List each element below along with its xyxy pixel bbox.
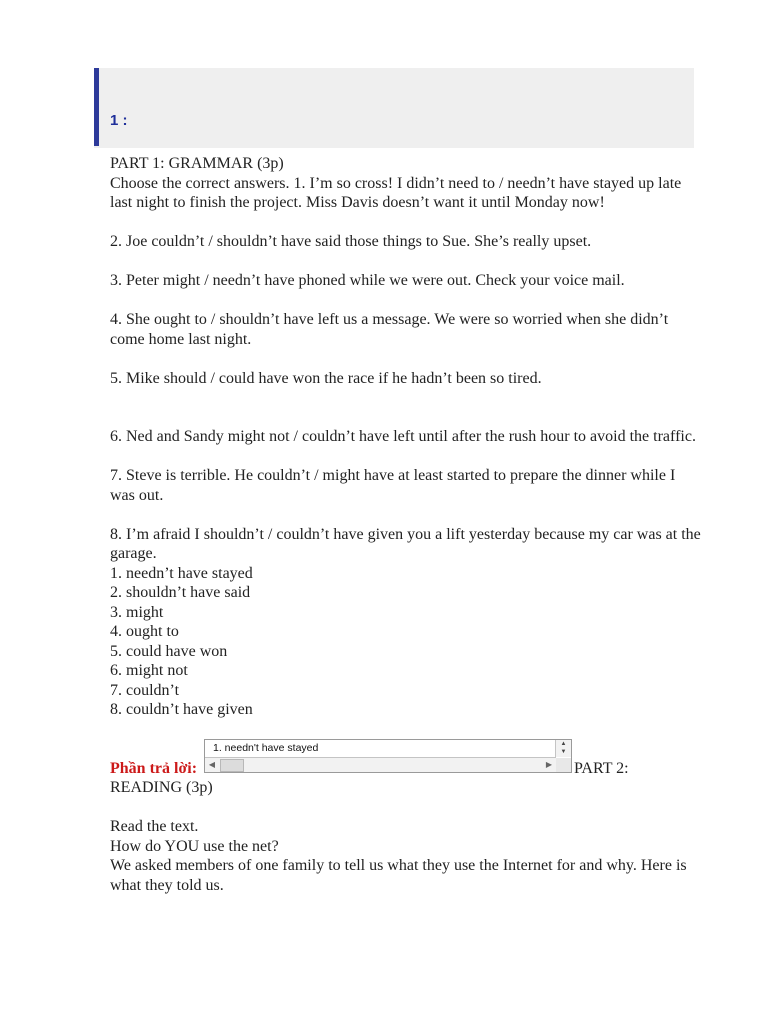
header-accent-bar [94,68,99,146]
scrollbar-corner [556,758,571,772]
part2-intro: We asked members of one family to tell us what they use the Internet for and why. Here is what they told us. [110,857,687,894]
question-2: 2. Joe couldn’t / shouldn’t have said those things to Sue. She’s really upset. [110,233,592,250]
part2-instruction: Read the text. [110,818,199,835]
answer-key-item: 5. could have won [110,642,228,660]
scrollbar-thumb[interactable] [220,759,244,772]
answer-key-item: 8. couldn’t have given [110,701,253,718]
question-7: 7. Steve is terrible. He couldn’t / might have at least started to prepare the dinner while I was out. [110,467,676,504]
horizontal-scrollbar[interactable] [205,757,556,772]
vertical-scrollbar[interactable] [555,740,571,757]
question-8: 8. I’m afraid I shouldn’t / couldn’t have given you a lift yesterday because my car was at the garage. [110,525,701,562]
part2-title-end: READING (3p) [110,779,213,796]
answer-key-item: 7. couldn’t [110,681,180,699]
scroll-right-icon[interactable]: ▶ [545,759,553,769]
answer-label: Phần trả lời: [110,759,198,777]
answer-row [110,740,702,779]
question-1: Choose the correct answers. 1. I’m so cross! I didn’t need to / needn’t have stayed up late last night to finish the project. Miss Davis doesn’t want it until Monday now! [110,174,682,211]
scroll-down-icon[interactable]: ▼ [560,748,567,755]
answer-key-item: 2. shouldn’t have said [110,584,251,601]
part2-title-start: PART 2: [574,759,629,777]
answer-key-item: 6. might not [110,662,188,679]
document-body [110,154,702,895]
part2-heading: How do YOU use the net? [110,837,279,855]
part1-title: PART 1: GRAMMAR (3p) [110,155,284,172]
answer-key-item: 1. needn’t have stayed [110,564,253,582]
page-number: 1 : [110,112,128,129]
answer-textarea-value: 1. needn't have stayed [213,741,319,754]
question-6: 6. Ned and Sandy might not / couldn’t have left until after the rush hour to avoid the traffic. [110,428,696,445]
scroll-up-icon[interactable]: ▲ [560,740,567,747]
answer-key-item: 4. ought to [110,623,179,640]
page-header-box [94,68,694,148]
scroll-left-icon[interactable]: ◀ [208,759,216,769]
answer-key-item: 3. might [110,603,164,621]
answer-textarea[interactable] [204,739,572,773]
question-5: 5. Mike should / could have won the race if he hadn’t been so tired. [110,369,542,387]
question-3: 3. Peter might / needn’t have phoned while we were out. Check your voice mail. [110,272,625,289]
question-4: 4. She ought to / shouldn’t have left us a message. We were so worried when she didn’t come home last night. [110,311,669,348]
